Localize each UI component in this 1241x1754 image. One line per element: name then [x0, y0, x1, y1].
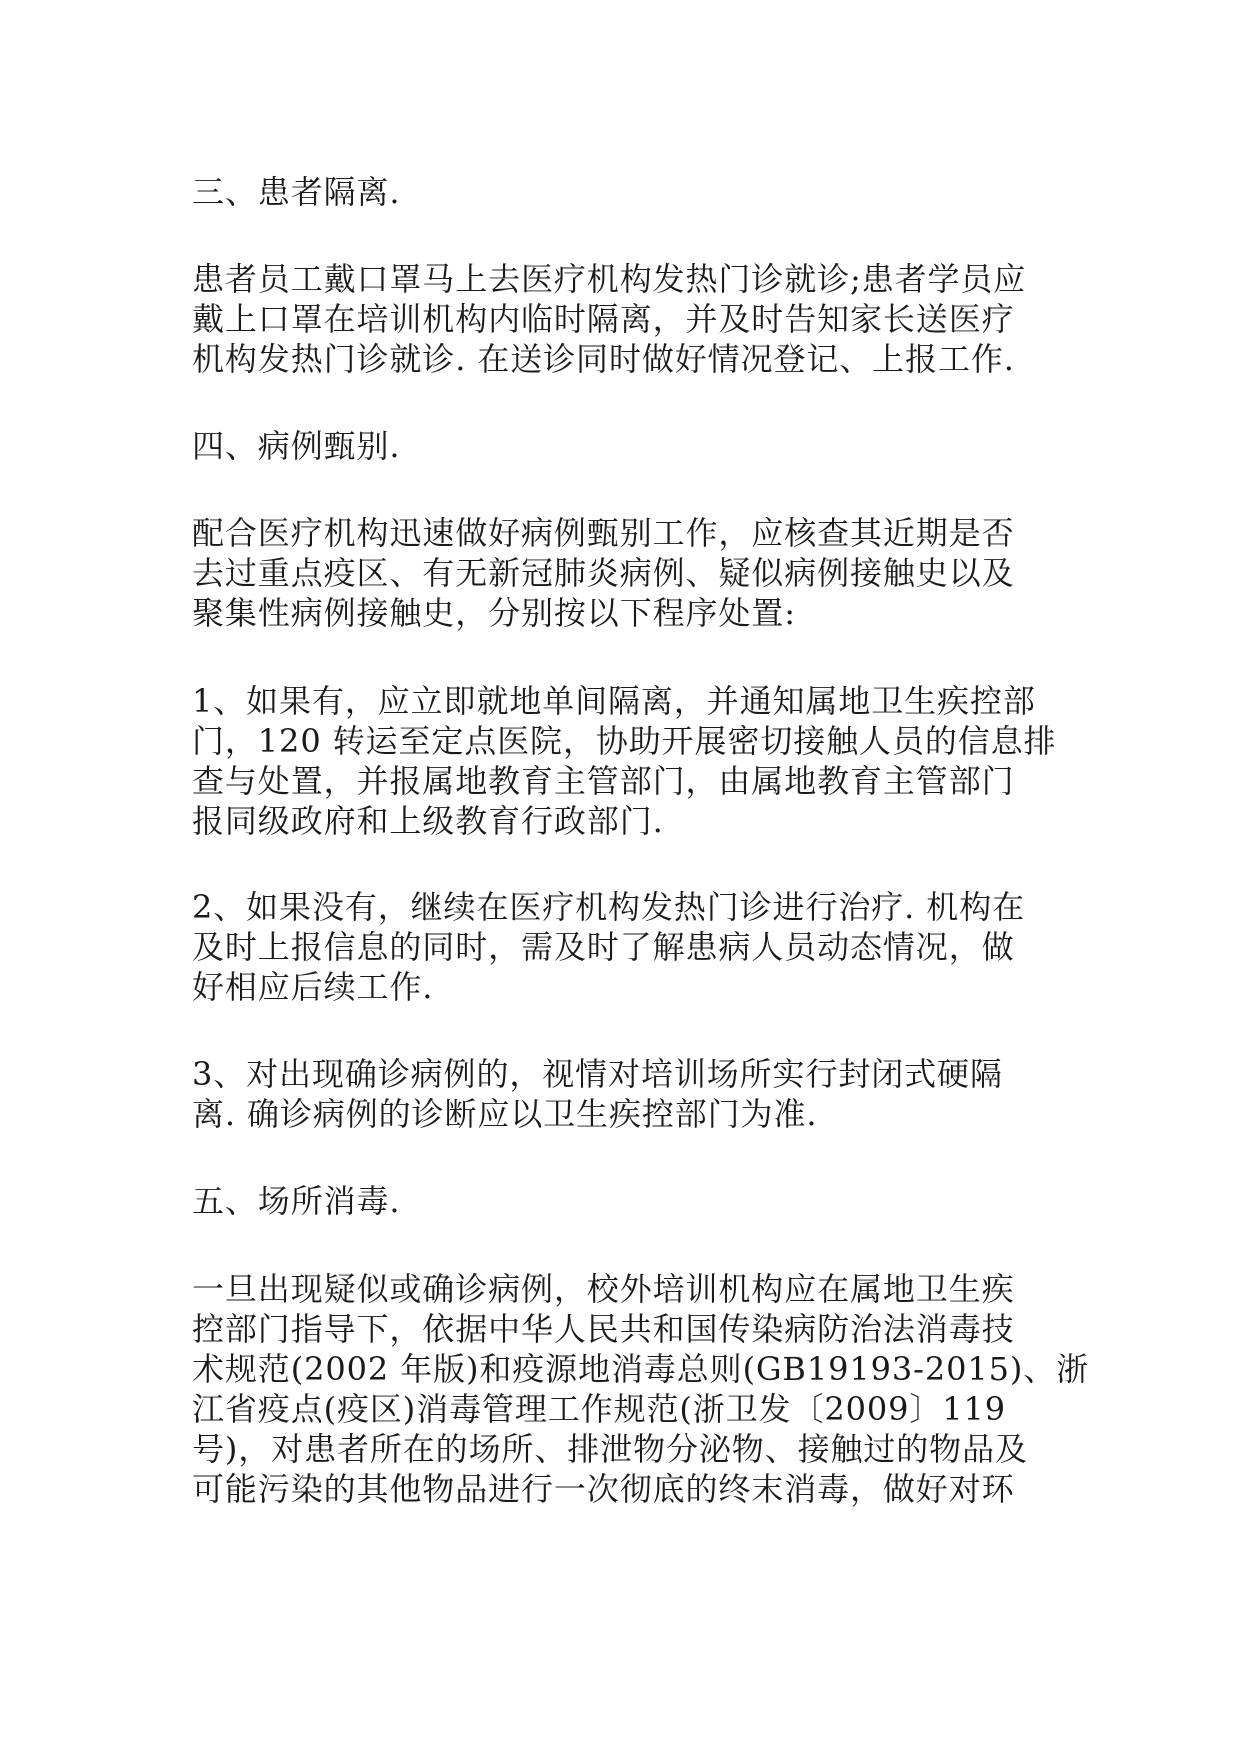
paragraph-line: 控部门指导下，依据中华人民共和国传染病防治法消毒技	[192, 1310, 1015, 1348]
paragraph-line: 报同级政府和上级教育行政部门.	[192, 802, 664, 840]
paragraph-line: 查与处置，并报属地教育主管部门，由属地教育主管部门	[192, 762, 1015, 800]
paragraph-line: 患者员工戴口罩马上去医疗机构发热门诊就诊;患者学员应	[192, 260, 1027, 298]
paragraph-line: 门，120 转运至定点医院，协助开展密切接触人员的信息排	[192, 722, 1057, 760]
paragraph-line: 号)，对患者所在的场所、排泄物分泌物、接触过的物品及	[192, 1430, 1028, 1468]
paragraph-line: 江省疫点(疫区)消毒管理工作规范(浙卫发〔2009〕119	[192, 1390, 1007, 1428]
paragraph-line: 2、如果没有，继续在医疗机构发热门诊进行治疗. 机构在	[192, 888, 1026, 926]
paragraph-line: 3、对出现确诊病例的，视情对培训场所实行封闭式硬隔	[192, 1055, 1003, 1093]
paragraph-line: 配合医疗机构迅速做好病例甄别工作，应核查其近期是否	[192, 514, 1015, 552]
paragraph-line: 术规范(2002 年版)和疫源地消毒总则(GB19193-2015)、浙	[192, 1350, 1090, 1388]
paragraph-line: 戴上口罩在培训机构内临时隔离，并及时告知家长送医疗	[192, 300, 1015, 338]
paragraph-line: 去过重点疫区、有无新冠肺炎病例、疑似病例接触史以及	[192, 554, 1015, 592]
paragraph-line: 一旦出现疑似或确诊病例，校外培训机构应在属地卫生疾	[192, 1270, 1015, 1308]
paragraph-line: 及时上报信息的同时，需及时了解患病人员动态情况，做	[192, 928, 1015, 966]
paragraph-line: 机构发热门诊就诊. 在送诊同时做好情况登记、上报工作.	[192, 340, 1015, 378]
paragraph-line: 可能污染的其他物品进行一次彻底的终末消毒，做好对环	[192, 1470, 1015, 1508]
heading-patient-isolation: 三、患者隔离.	[192, 173, 401, 211]
paragraph-line: 离. 确诊病例的诊断应以卫生疾控部门为准.	[192, 1095, 818, 1133]
heading-case-screening: 四、病例甄别.	[192, 427, 401, 465]
paragraph-line: 1、如果有，应立即就地单间隔离，并通知属地卫生疾控部	[192, 682, 1036, 720]
paragraph-line: 好相应后续工作.	[192, 968, 434, 1006]
paragraph-line: 聚集性病例接触史，分别按以下程序处置:	[192, 594, 796, 632]
heading-site-disinfection: 五、场所消毒.	[192, 1182, 401, 1220]
